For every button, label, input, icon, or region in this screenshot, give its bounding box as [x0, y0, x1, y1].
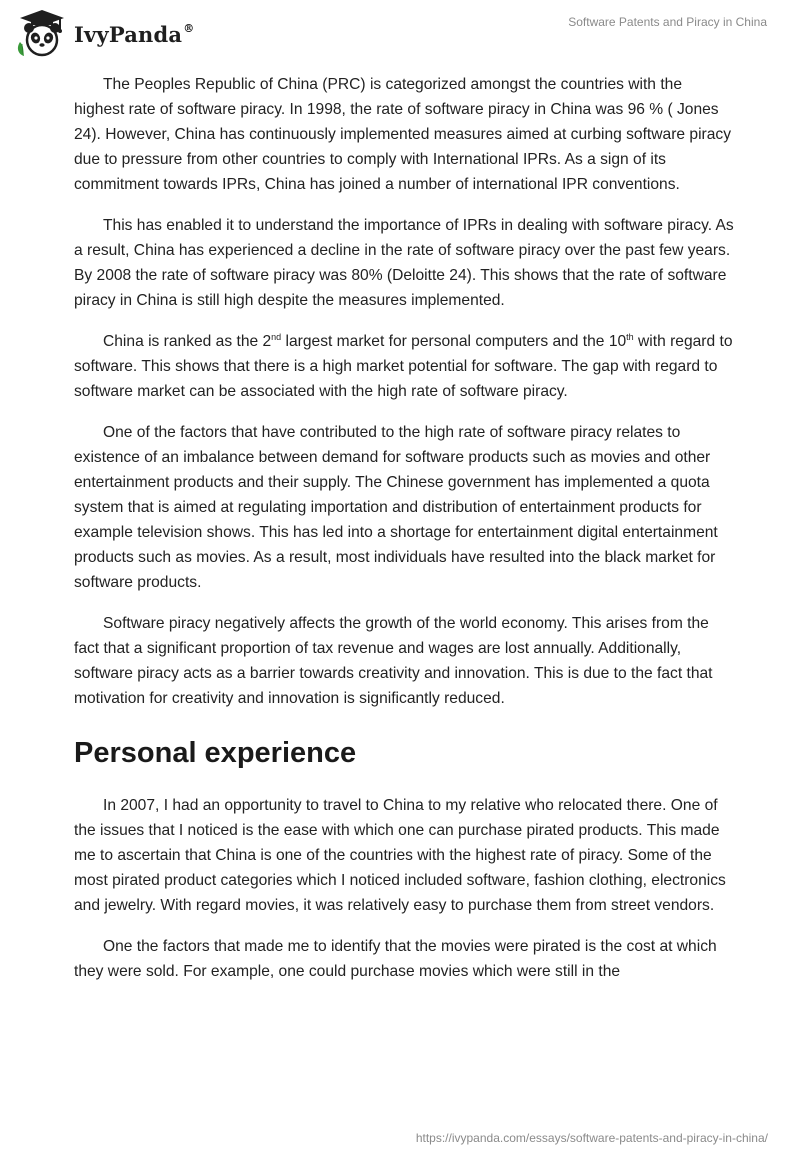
ordinal-suffix-nd: nd — [271, 331, 282, 342]
ivypanda-logo[interactable] — [16, 8, 194, 58]
section-heading: Personal experience — [74, 737, 357, 769]
paragraph-1: The Peoples Republic of China (PRC) is categorized amongst the countries with the highest rate of software piracy. In 1998, the rate of software piracy in China was 96 % ( Jones 24). However, China has continuously implemented measures aimed at curbing software piracy due to pressure from other countries to comply with International IPRs. As a sign of its commitment towards IPRs, China has joined a number of international IPR conventions. — [74, 76, 731, 193]
paragraph-3 — [74, 329, 734, 404]
paragraph-2: This has enabled it to understand the importance of IPRs in dealing with software piracy. As a result, China has experienced a decline in the rate of software piracy over the past few years. By 2008 the rate of software piracy was 80% (Deloitte 24). This shows that the rate of software piracy in China is still high despite the measures implemented. — [74, 217, 734, 309]
logo-wordmark: IvyPanda® — [74, 21, 195, 47]
paragraph-4: One of the factors that have contributed to the high rate of software piracy relates to existence of an imbalance between demand for software products such as movies and other entertainment products and their supply. The Chinese government has implemented a quota system that is aimed at regulating importation and distribution of entertainment products for example television shows. This has led into a shortage for entertainment digital entertainment products such as movies. As a result, most individuals have resulted into the black market for software products. — [74, 424, 718, 591]
paragraph-6: In 2007, I had an opportunity to travel to China to my relative who relocated there. One of the issues that I noticed is the ease with which one can purchase pirated products. This made me to ascertain that China is one of the countries with the highest rate of piracy. Some of the most pirated product categories which I noticed included software, fashion clothing, electronics and jewelry. With regard movies, it was relatively easy to purchase them from street vendors. — [74, 797, 726, 914]
paragraph-3-part-c: with regard to software. This shows that there is a high market potential for software. The gap with regard to software market can be associated with the high rate of software piracy. — [74, 333, 733, 400]
essay-body — [74, 72, 734, 1000]
panda-logo-icon — [16, 8, 68, 58]
paragraph-7: One the factors that made me to identify that the movies were pirated is the cost at which they were sold. For example, one could purchase movies which were still in the — [74, 938, 717, 980]
ordinal-suffix-th: th — [626, 331, 634, 342]
paragraph-5: Software piracy negatively affects the growth of the world economy. This arises from the fact that a significant proportion of tax revenue and wages are lost annually. Additionally, software piracy acts as a barrier towards creativity and innovation. This is due to the fact that motivation for creativity and innovation is significantly reduced. — [74, 615, 713, 707]
registered-mark: ® — [183, 21, 195, 35]
document-title: Software Patents and Piracy in China — [568, 15, 767, 29]
page-header — [0, 0, 800, 70]
source-url-link[interactable]: https://ivypanda.com/essays/software-patents-and-piracy-in-china/ — [415, 1131, 768, 1145]
paragraph-3-part-a: China is ranked as the 2 — [103, 333, 272, 350]
paragraph-3-part-b: largest market for personal computers and the 10 — [281, 333, 627, 350]
